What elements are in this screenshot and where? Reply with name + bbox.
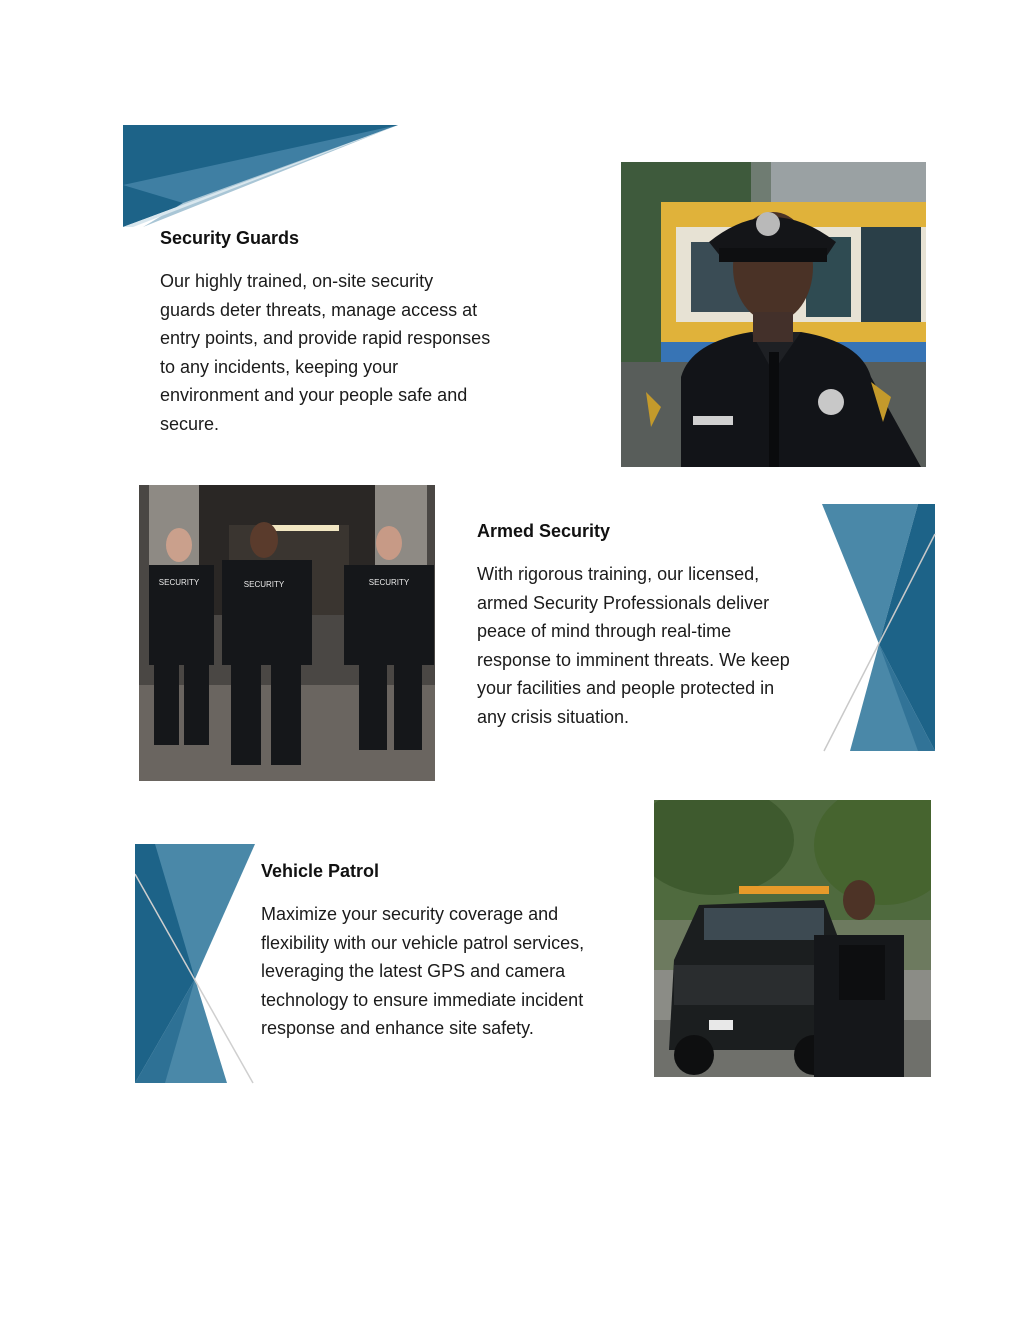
text-line: flexibility with our vehicle patrol services, — [261, 932, 585, 953]
section-security-guards — [160, 228, 540, 439]
section-title: Security Guards — [160, 228, 300, 248]
top-left-accent-shape — [123, 125, 401, 227]
right-hourglass-accent-shape — [822, 504, 936, 752]
text-line: Maximize your security coverage and — [261, 904, 559, 924]
text-line: to any incidents, keeping your — [160, 356, 399, 377]
section-description — [477, 560, 827, 732]
security-guard-photo — [621, 162, 926, 467]
text-line: leveraging the latest GPS and camera — [261, 961, 566, 982]
text-line: peace of mind through real-time — [477, 621, 732, 642]
section-title: Vehicle Patrol — [261, 861, 380, 881]
text-line: environment and your people safe and — [160, 385, 468, 406]
text-line: response and enhance site safety. — [261, 1018, 534, 1039]
vest-label: SECURITY — [158, 578, 200, 587]
text-line: entry points, and provide rapid responses — [160, 328, 491, 349]
text-line: any crisis situation. — [477, 706, 630, 727]
text-line: With rigorous training, our licensed, — [477, 564, 760, 584]
section-title: Armed Security — [477, 521, 611, 541]
text-line: your facilities and people protected in — [477, 678, 775, 699]
text-line: Our highly trained, on-site security — [160, 271, 434, 291]
text-line: response to imminent threats. We keep — [477, 649, 790, 670]
section-vehicle-patrol — [261, 861, 641, 1043]
vehicle-patrol-photo — [654, 800, 931, 1077]
section-description — [261, 900, 641, 1043]
section-armed-security — [477, 521, 827, 732]
vest-label: SECURITY — [243, 580, 285, 589]
text-line: guards deter threats, manage access at — [160, 299, 478, 320]
section-description — [160, 267, 540, 439]
text-line: technology to ensure immediate incident — [261, 989, 584, 1010]
text-line: secure. — [160, 413, 220, 434]
left-hourglass-accent-shape — [135, 844, 257, 1084]
armed-security-photo — [139, 485, 435, 781]
text-line: armed Security Professionals deliver — [477, 592, 770, 613]
vest-label: SECURITY — [368, 578, 410, 587]
